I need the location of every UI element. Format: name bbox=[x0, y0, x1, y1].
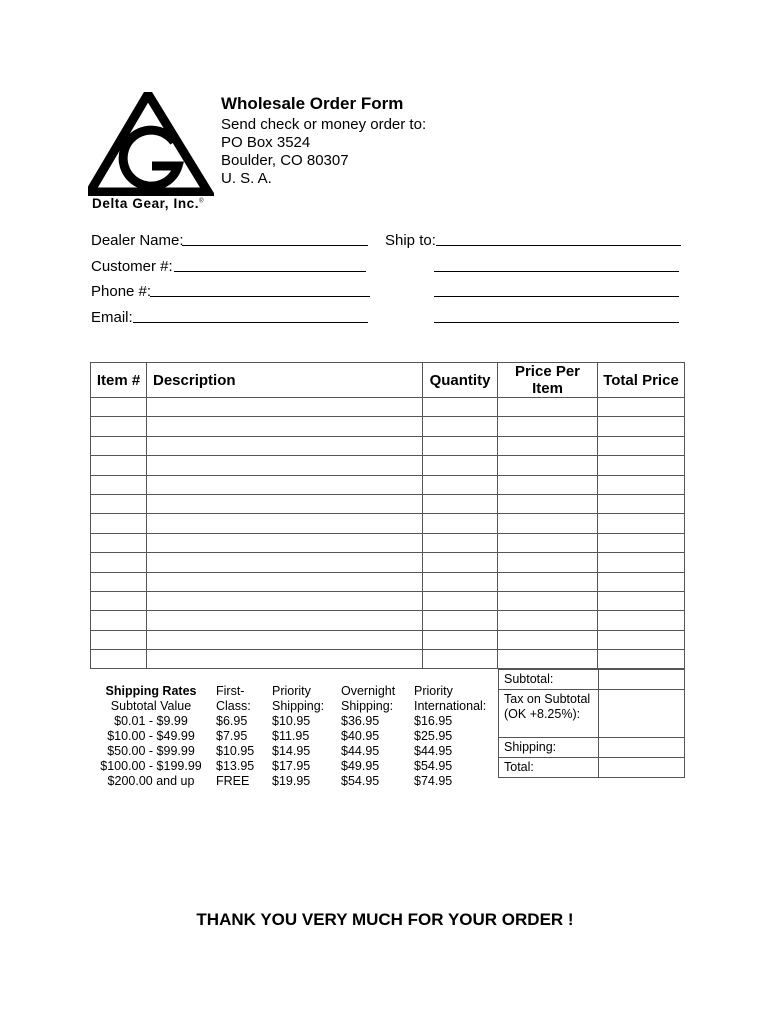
shipping-col-header: Priority bbox=[272, 684, 311, 698]
quantity-cell[interactable] bbox=[423, 398, 498, 417]
email-input[interactable] bbox=[133, 306, 368, 323]
dealer-name-label: Dealer Name: bbox=[91, 232, 184, 249]
shipping-col-header: First- bbox=[216, 684, 245, 698]
item-number-cell[interactable] bbox=[91, 611, 147, 630]
shipping-rate-value: $10.00 - $49.99 bbox=[107, 729, 195, 743]
shipping-col-header: Priority bbox=[414, 684, 453, 698]
quantity-cell[interactable] bbox=[423, 553, 498, 572]
shipping-col-header: International: bbox=[414, 699, 487, 713]
description-cell[interactable] bbox=[147, 533, 423, 552]
price-per-item-cell[interactable] bbox=[498, 456, 598, 475]
item-number-cell[interactable] bbox=[91, 398, 147, 417]
shipping-rate-value: $14.95 bbox=[272, 744, 311, 758]
thank-you-message: THANK YOU VERY MUCH FOR YOUR ORDER ! bbox=[196, 910, 574, 929]
table-row bbox=[91, 494, 685, 513]
total-value[interactable] bbox=[599, 758, 685, 778]
table-row bbox=[91, 456, 685, 475]
table-row bbox=[91, 572, 685, 591]
description-cell[interactable] bbox=[147, 475, 423, 494]
table-row bbox=[91, 611, 685, 630]
price-per-item-cell[interactable] bbox=[498, 494, 598, 513]
tax-label: Tax on Subtotal (OK +8.25%): bbox=[499, 690, 599, 738]
total-price-cell[interactable] bbox=[598, 494, 685, 513]
shipping-rate-value: $10.95 bbox=[272, 714, 311, 728]
shipping-rate-value: $36.95 bbox=[341, 714, 380, 728]
table-row bbox=[91, 514, 685, 533]
shipping-label: Shipping: bbox=[499, 738, 599, 758]
description-cell[interactable] bbox=[147, 417, 423, 436]
item-number-cell[interactable] bbox=[91, 572, 147, 591]
price-per-item-cell[interactable] bbox=[498, 475, 598, 494]
tax-row bbox=[499, 690, 685, 738]
total-price-cell[interactable] bbox=[598, 553, 685, 572]
shipping-rate-value: $11.95 bbox=[272, 729, 310, 743]
subtotal-row bbox=[499, 670, 685, 690]
shipping-rate-value: $50.00 - $99.99 bbox=[107, 744, 195, 758]
shipping-rate-value: $6.95 bbox=[216, 714, 248, 728]
quantity-cell[interactable] bbox=[423, 572, 498, 591]
shipping-col-header: Overnight bbox=[341, 684, 396, 698]
shipping-rate-value: $10.95 bbox=[216, 744, 255, 758]
description-cell[interactable] bbox=[147, 398, 423, 417]
description-cell[interactable] bbox=[147, 436, 423, 455]
description-cell[interactable] bbox=[147, 630, 423, 649]
table-row bbox=[91, 533, 685, 552]
description-cell[interactable] bbox=[147, 553, 423, 572]
item-number-header: Item # bbox=[91, 363, 147, 398]
price-per-item-cell[interactable] bbox=[498, 398, 598, 417]
shipping-rates-title: Shipping Rates bbox=[105, 684, 197, 698]
item-number-cell[interactable] bbox=[91, 630, 147, 649]
description-cell[interactable] bbox=[147, 650, 423, 669]
shipping-rate-value: $25.95 bbox=[414, 729, 453, 743]
phone-input[interactable] bbox=[150, 280, 370, 297]
shipping-row bbox=[499, 738, 685, 758]
quantity-header: Quantity bbox=[423, 363, 498, 398]
total-price-cell[interactable] bbox=[598, 417, 685, 436]
shipping-col-header: Class: bbox=[216, 699, 251, 713]
quantity-cell[interactable] bbox=[423, 475, 498, 494]
shipping-col-first-class bbox=[216, 684, 254, 789]
total-price-cell[interactable] bbox=[598, 436, 685, 455]
table-row bbox=[91, 650, 685, 669]
email-label: Email: bbox=[91, 309, 133, 326]
shipping-value[interactable] bbox=[599, 738, 685, 758]
price-per-item-cell[interactable] bbox=[498, 533, 598, 552]
price-per-item-cell[interactable] bbox=[498, 611, 598, 630]
shipping-rate-value: $74.95 bbox=[414, 774, 453, 788]
shipping-rate-value: $17.95 bbox=[272, 759, 311, 773]
totals-table bbox=[498, 669, 685, 778]
shipping-rate-value: $200.00 and up bbox=[107, 774, 195, 788]
shipping-rate-value: $100.00 - $199.99 bbox=[100, 759, 202, 773]
description-cell[interactable] bbox=[147, 591, 423, 610]
total-row bbox=[499, 758, 685, 778]
quantity-cell[interactable] bbox=[423, 533, 498, 552]
shipping-rate-value: $54.95 bbox=[414, 759, 453, 773]
table-row bbox=[91, 475, 685, 494]
total-price-cell[interactable] bbox=[598, 650, 685, 669]
shipping-rate-value: $0.01 - $9.99 bbox=[114, 714, 188, 728]
price-per-item-cell[interactable] bbox=[498, 417, 598, 436]
item-number-cell[interactable] bbox=[91, 475, 147, 494]
item-number-cell[interactable] bbox=[91, 436, 147, 455]
total-price-cell[interactable] bbox=[598, 533, 685, 552]
shipping-rate-value: $44.95 bbox=[341, 744, 380, 758]
shipping-rate-value: $19.95 bbox=[272, 774, 311, 788]
quantity-cell[interactable] bbox=[423, 611, 498, 630]
shipping-rate-value: $54.95 bbox=[341, 774, 380, 788]
shipping-rate-value: FREE bbox=[216, 774, 250, 788]
shipping-col-priority-international bbox=[414, 684, 486, 789]
description-header: Description bbox=[147, 363, 423, 398]
table-row bbox=[91, 630, 685, 649]
delta-gear-logo-icon bbox=[88, 92, 214, 196]
table-row bbox=[91, 398, 685, 417]
company-name: Delta Gear, Inc.® bbox=[92, 196, 205, 211]
quantity-cell[interactable] bbox=[423, 456, 498, 475]
table-row bbox=[91, 553, 685, 572]
table-row bbox=[91, 436, 685, 455]
price-per-item-cell[interactable] bbox=[498, 436, 598, 455]
item-number-cell[interactable] bbox=[91, 417, 147, 436]
price-per-item-header: Price Per Item bbox=[498, 363, 598, 398]
total-price-cell[interactable] bbox=[598, 611, 685, 630]
shipping-col-priority bbox=[272, 684, 324, 789]
description-cell[interactable] bbox=[147, 611, 423, 630]
price-per-item-cell[interactable] bbox=[498, 514, 598, 533]
ship-to-line-3[interactable] bbox=[434, 280, 679, 297]
total-price-cell[interactable] bbox=[598, 456, 685, 475]
total-price-cell[interactable] bbox=[598, 630, 685, 649]
form-title: Wholesale Order Form bbox=[221, 94, 404, 113]
price-per-item-cell[interactable] bbox=[498, 591, 598, 610]
total-price-cell[interactable] bbox=[598, 591, 685, 610]
table-header-row bbox=[91, 363, 685, 398]
ship-to-label: Ship to: bbox=[385, 232, 436, 249]
price-per-item-cell[interactable] bbox=[498, 650, 598, 669]
address-line: PO Box 3524 bbox=[221, 134, 311, 151]
phone-label: Phone #: bbox=[91, 283, 152, 300]
item-number-cell[interactable] bbox=[91, 533, 147, 552]
total-price-cell[interactable] bbox=[598, 475, 685, 494]
price-per-item-cell[interactable] bbox=[498, 553, 598, 572]
quantity-cell[interactable] bbox=[423, 591, 498, 610]
description-cell[interactable] bbox=[147, 572, 423, 591]
quantity-cell[interactable] bbox=[423, 514, 498, 533]
customer-number-label: Customer #: bbox=[91, 258, 173, 275]
item-number-cell[interactable] bbox=[91, 553, 147, 572]
ship-to-line-2[interactable] bbox=[434, 255, 679, 272]
description-cell[interactable] bbox=[147, 456, 423, 475]
item-number-cell[interactable] bbox=[91, 494, 147, 513]
shipping-rate-value: $16.95 bbox=[414, 714, 453, 728]
item-number-cell[interactable] bbox=[91, 650, 147, 669]
shipping-rate-value: $7.95 bbox=[216, 729, 248, 743]
customer-number-input[interactable] bbox=[174, 255, 366, 272]
ship-to-input[interactable] bbox=[436, 229, 681, 246]
company-logo bbox=[88, 92, 214, 212]
ship-to-line-4[interactable] bbox=[434, 306, 679, 323]
dealer-name-input[interactable] bbox=[182, 229, 368, 246]
shipping-col-header: Shipping: bbox=[272, 699, 325, 713]
subtotal-label: Subtotal: bbox=[499, 670, 599, 690]
price-per-item-cell[interactable] bbox=[498, 630, 598, 649]
address-line: Boulder, CO 80307 bbox=[221, 152, 349, 169]
shipping-rate-value: $49.95 bbox=[341, 759, 380, 773]
order-items-table bbox=[90, 362, 685, 669]
quantity-cell[interactable] bbox=[423, 417, 498, 436]
shipping-rate-value: $44.95 bbox=[414, 744, 453, 758]
table-row bbox=[91, 417, 685, 436]
total-price-cell[interactable] bbox=[598, 572, 685, 591]
item-number-cell[interactable] bbox=[91, 456, 147, 475]
shipping-col-header: Subtotal Value bbox=[110, 699, 192, 713]
item-number-cell[interactable] bbox=[91, 591, 147, 610]
table-row bbox=[91, 591, 685, 610]
price-per-item-cell[interactable] bbox=[498, 572, 598, 591]
item-number-cell[interactable] bbox=[91, 514, 147, 533]
shipping-col-subtotal bbox=[97, 684, 205, 789]
description-cell[interactable] bbox=[147, 514, 423, 533]
tax-value[interactable] bbox=[599, 690, 685, 738]
total-price-cell[interactable] bbox=[598, 398, 685, 417]
address-line: Send check or money order to: bbox=[221, 116, 427, 133]
subtotal-value[interactable] bbox=[599, 670, 685, 690]
quantity-cell[interactable] bbox=[423, 436, 498, 455]
total-label: Total: bbox=[499, 758, 599, 778]
shipping-col-overnight bbox=[341, 684, 395, 789]
total-price-header: Total Price bbox=[598, 363, 685, 398]
address-line: U. S. A. bbox=[221, 170, 272, 187]
shipping-rate-value: $40.95 bbox=[341, 729, 380, 743]
shipping-rate-value: $13.95 bbox=[216, 759, 255, 773]
quantity-cell[interactable] bbox=[423, 494, 498, 513]
total-price-cell[interactable] bbox=[598, 514, 685, 533]
quantity-cell[interactable] bbox=[423, 630, 498, 649]
description-cell[interactable] bbox=[147, 494, 423, 513]
quantity-cell[interactable] bbox=[423, 650, 498, 669]
shipping-col-header: Shipping: bbox=[341, 699, 394, 713]
